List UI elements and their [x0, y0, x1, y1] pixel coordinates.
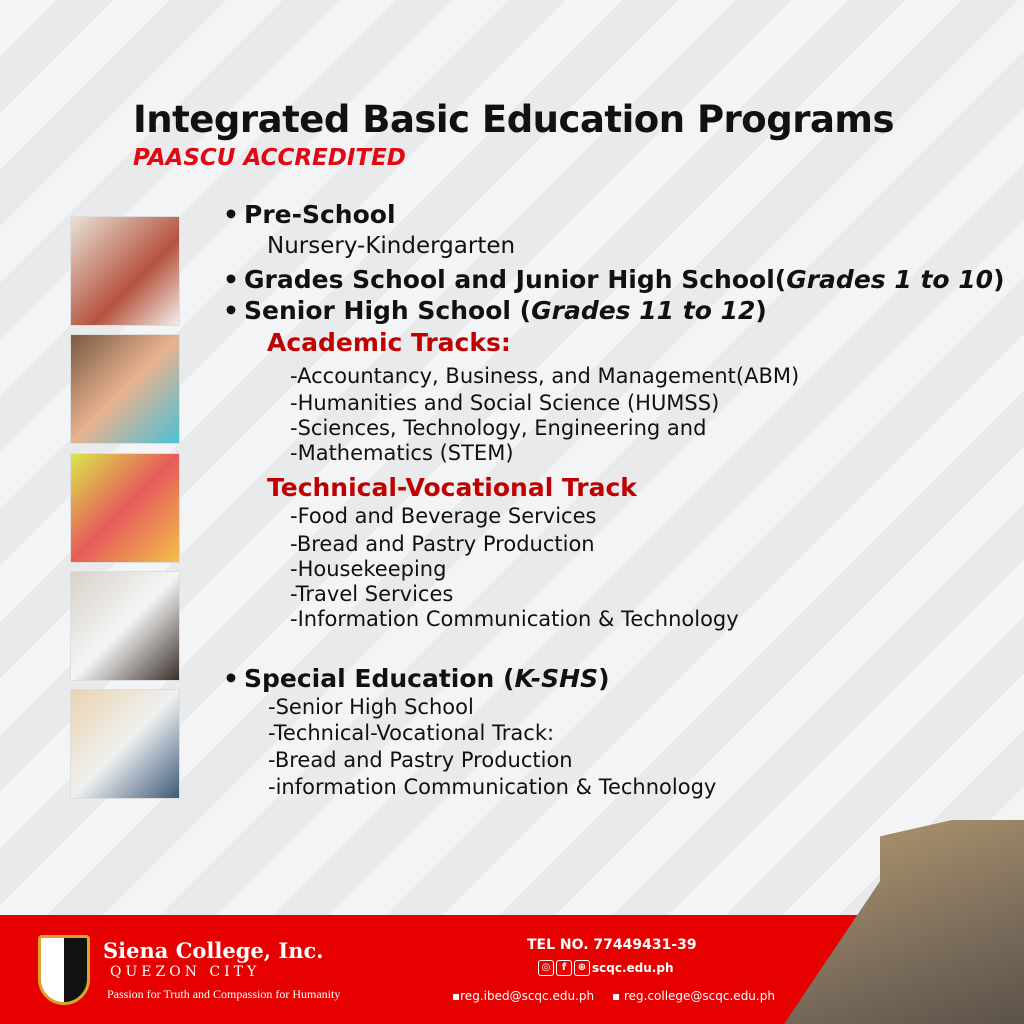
email-text[interactable]: reg.ibed@scqc.edu.ph [460, 989, 595, 1003]
sped-item: -Technical-Vocational Track: [268, 721, 555, 745]
program-label: Grades School and Junior High School( [244, 265, 787, 294]
program-grades: • Grades School and Junior High School(Grades 1 to 10) [223, 265, 1005, 294]
program-sped: • Special Education (K-SHS) [223, 664, 610, 693]
accreditation-subtitle: PAASCU ACCREDITED [133, 145, 406, 171]
facebook-icon[interactable]: f [556, 960, 572, 976]
track-item: -Bread and Pastry Production [290, 532, 595, 556]
track-item: -Sciences, Technology, Engineering and [290, 416, 707, 440]
program-label: Pre-School [244, 200, 396, 229]
techvoc-heading: Technical-Vocational Track [267, 473, 637, 502]
page-title: Integrated Basic Education Programs [133, 98, 894, 141]
track-item: -Housekeeping [290, 557, 447, 581]
program-grade-range: Grades 11 to 12 [531, 296, 756, 325]
email-text[interactable]: reg.college@scqc.edu.ph [623, 989, 775, 1003]
program-label: Special Education ( [244, 664, 515, 693]
program-grade-range: K-SHS [514, 664, 599, 693]
email-college[interactable]: ▪ reg.college@scqc.edu.ph [612, 989, 775, 1003]
telephone: TEL NO. 77449431-39 [527, 937, 697, 953]
photo-shs-students [70, 571, 180, 681]
photo-preschool-reading [70, 216, 180, 326]
photo-child-playing [70, 453, 180, 563]
photo-sped-students [70, 689, 180, 799]
paren: ) [993, 265, 1005, 294]
track-item: -Accountancy, Business, and Management(ABM) [290, 364, 800, 388]
instagram-icon[interactable]: ◎ [538, 960, 554, 976]
track-item: -Travel Services [290, 582, 454, 606]
college-name: Siena College, Inc. [103, 938, 324, 963]
program-grade-range: Grades 1 to 10 [786, 265, 994, 294]
sped-item: -Bread and Pastry Production [268, 748, 573, 772]
college-tagline: Passion for Truth and Compassion for Humanity [107, 987, 341, 1001]
preschool-detail: Nursery-Kindergarten [267, 233, 516, 259]
college-seal-logo [38, 935, 90, 1005]
track-item: -Information Communication & Technology [290, 607, 739, 631]
sped-item: -Senior High School [268, 695, 474, 719]
college-city: QUEZON CITY [110, 964, 261, 980]
globe-icon[interactable]: ⊕ [574, 960, 590, 976]
academic-tracks-heading: Academic Tracks: [267, 328, 511, 357]
program-label: Senior High School ( [244, 296, 532, 325]
track-item: -Food and Beverage Services [290, 504, 597, 528]
program-shs: • Senior High School (Grades 11 to 12) [223, 296, 767, 325]
program-preschool: • Pre-School [223, 200, 396, 229]
track-item: -Humanities and Social Science (HUMSS) [290, 391, 720, 415]
paren: ) [755, 296, 767, 325]
website-link[interactable]: scqc.edu.ph [592, 961, 674, 975]
social-links [538, 960, 673, 976]
sped-item: -information Communication & Technology [268, 775, 717, 799]
photo-children-reading [70, 334, 180, 444]
track-item: -Mathematics (STEM) [290, 441, 514, 465]
paren: ) [598, 664, 610, 693]
email-ibed[interactable]: ▪reg.ibed@scqc.edu.ph [452, 989, 595, 1003]
